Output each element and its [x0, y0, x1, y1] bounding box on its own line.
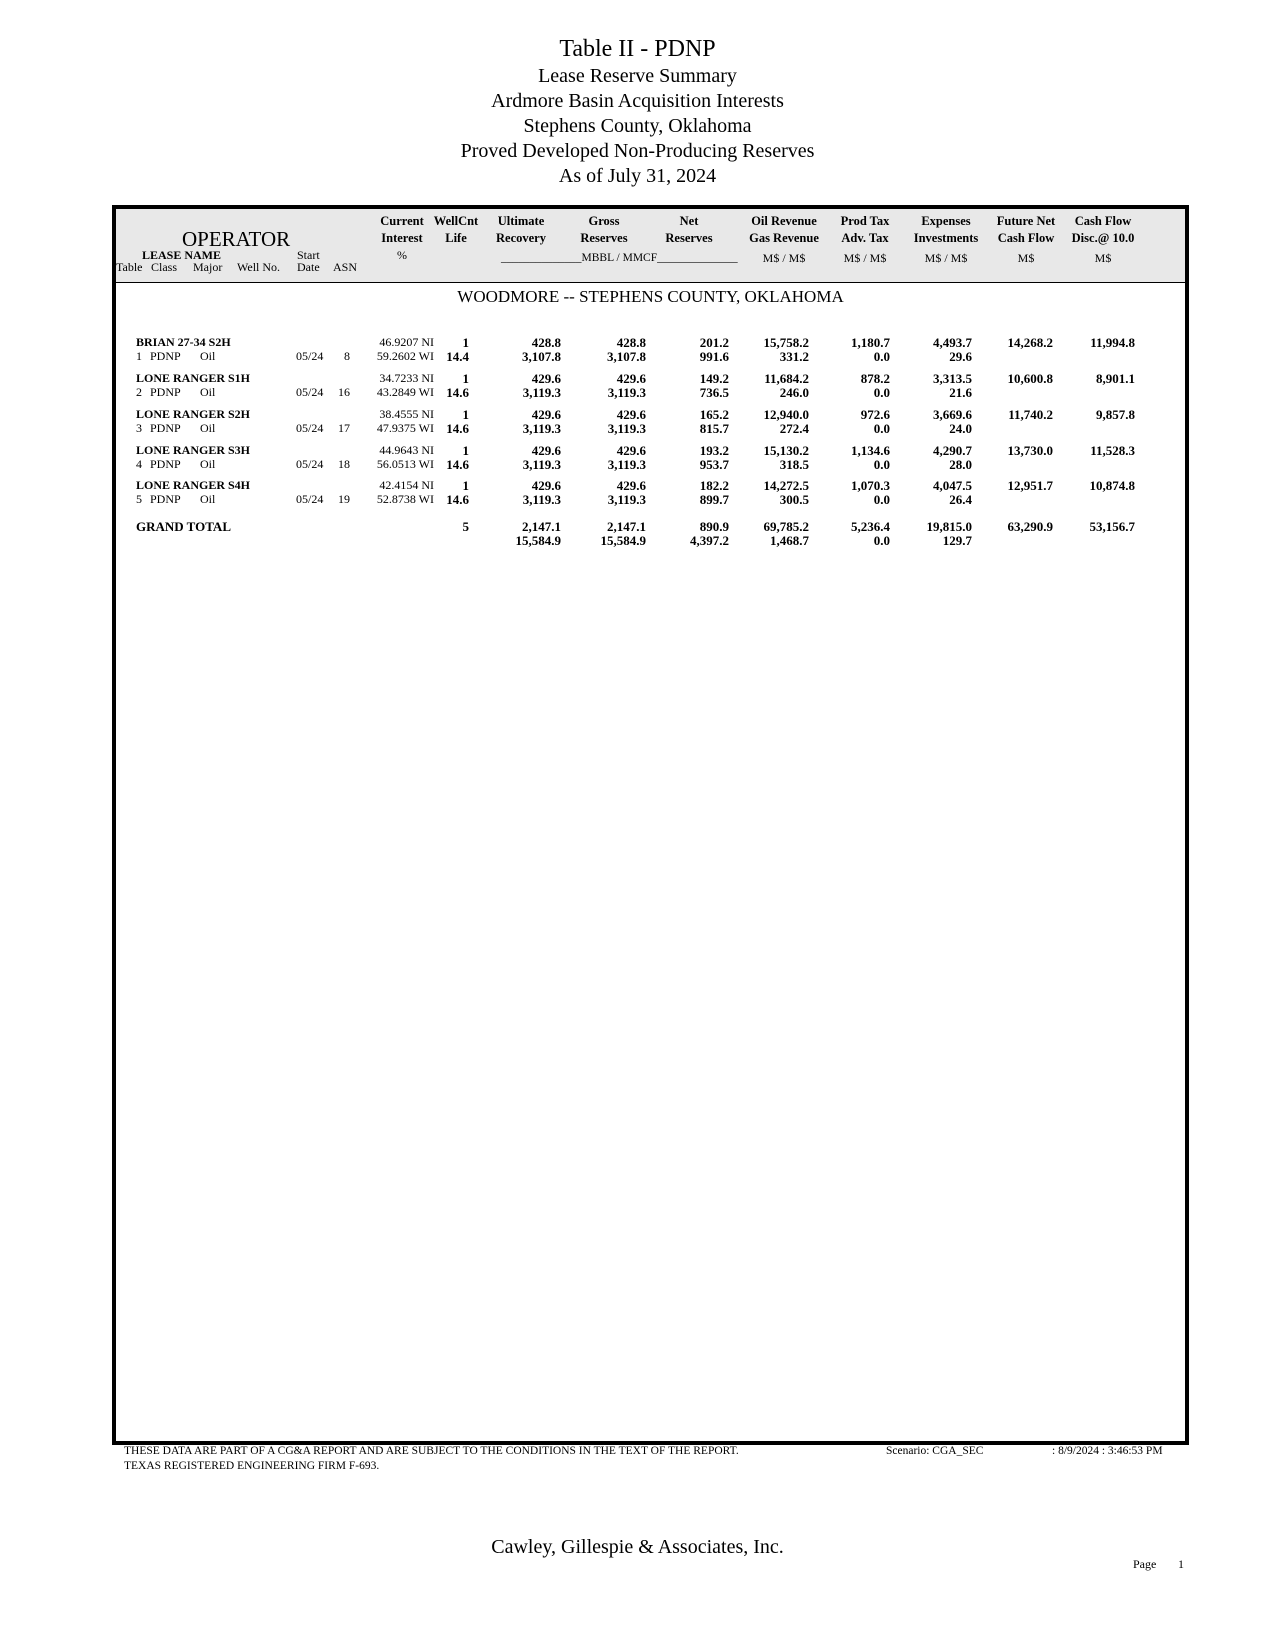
- well-cf-value: 10,874.8: [1089, 478, 1135, 493]
- well-ni-value: 44.9643 NI: [379, 443, 434, 457]
- net-reserves-header: Net Reserves: [665, 214, 713, 245]
- expenses-header: Expenses Investments M$ / M$: [913, 214, 979, 265]
- well-net1-value: 149.2: [699, 371, 729, 386]
- well-life-value: 14.6: [446, 457, 469, 472]
- grand-total-rev1-value: 69,785.2: [763, 519, 809, 534]
- well-fnet-value: 12,951.7: [1007, 478, 1053, 493]
- future-net-header: Future Net Cash Flow M$: [996, 214, 1056, 265]
- well-exp2-value: 21.6: [949, 385, 972, 400]
- report-as-of-date: As of July 31, 2024: [558, 165, 717, 187]
- well-major: Oil: [200, 492, 216, 506]
- well-table-number: 2: [136, 385, 142, 399]
- grand-total-rev2-value: 1,468.7: [770, 533, 809, 548]
- lease-name-header: LEASE NAME: [142, 248, 222, 262]
- well-name: LONE RANGER S1H: [136, 371, 251, 385]
- well-ni-value: 38.4555 NI: [379, 407, 434, 421]
- well-net1-value: 201.2: [699, 335, 729, 350]
- well-class: PDNP: [150, 492, 181, 506]
- well-cnt-value: 1: [462, 371, 469, 386]
- well-life-value: 14.6: [446, 421, 469, 436]
- scenario-text: Scenario: CGA_SEC: [886, 1445, 984, 1457]
- well-major: Oil: [200, 457, 216, 471]
- well-wi-value: 52.8738 WI: [376, 492, 434, 506]
- grand-total-exp2-value: 129.7: [942, 533, 972, 548]
- well-gross1-value: 429.6: [616, 478, 646, 493]
- well-tax1-value: 1,070.3: [851, 478, 890, 493]
- current-interest-header: Current Interest %: [380, 214, 424, 262]
- well-tax1-value: 878.2: [860, 371, 890, 386]
- well-ult1-value: 429.6: [531, 371, 561, 386]
- well-cnt-value: 1: [462, 335, 469, 350]
- volume-units-header: ______________MBBL / MMCF______________: [501, 252, 738, 264]
- reserve-table-frame: [112, 205, 1189, 1445]
- well-gross2-value: 3,119.3: [607, 385, 646, 400]
- well-rev2-value: 318.5: [779, 457, 809, 472]
- well-exp1-value: 3,669.6: [933, 407, 972, 422]
- well-table-number: 1: [136, 349, 142, 363]
- well-tax1-value: 1,180.7: [851, 335, 890, 350]
- report-acquisition: Ardmore Basin Acquisition Interests: [491, 90, 784, 112]
- well-wi-value: 47.9375 WI: [376, 421, 434, 435]
- grand-total-cnt: 5: [462, 519, 469, 534]
- report-title: Table II - PDNP: [559, 36, 716, 62]
- disclaimer-text: THESE DATA ARE PART OF A CG&A REPORT AND ARE SUBJECT TO THE CONDITIONS IN THE TEXT OF THE REPORT.: [124, 1445, 739, 1457]
- well-class: PDNP: [150, 349, 181, 363]
- well-start-date: 05/24: [296, 421, 324, 435]
- well-table-number: 3: [136, 421, 142, 435]
- well-start-date: 05/24: [296, 492, 324, 506]
- well-gross1-value: 429.6: [616, 407, 646, 422]
- well-wi-value: 43.2849 WI: [376, 385, 434, 399]
- well-rev2-value: 331.2: [779, 349, 809, 364]
- well-life-value: 14.4: [446, 349, 469, 364]
- well-exp1-value: 4,493.7: [933, 335, 972, 350]
- start-col-header: Start: [297, 248, 320, 262]
- well-fnet-value: 11,740.2: [1008, 407, 1053, 422]
- cash-flow-disc-header: Cash Flow Disc.@ 10.0 M$: [1071, 214, 1135, 265]
- table-header: [116, 209, 1185, 283]
- well-ult1-value: 429.6: [531, 478, 561, 493]
- well-name: LONE RANGER S3H: [136, 443, 251, 457]
- well-exp2-value: 24.0: [949, 421, 972, 436]
- grand-total-gross1-value: 2,147.1: [607, 519, 646, 534]
- well-cf-value: 8,901.1: [1096, 371, 1135, 386]
- well-gross2-value: 3,107.8: [607, 349, 646, 364]
- well-rev1-value: 14,272.5: [763, 478, 809, 493]
- well-net2-value: 736.5: [699, 385, 729, 400]
- well-asn: 17: [338, 421, 350, 435]
- engineering-firm-text: TEXAS REGISTERED ENGINEERING FIRM F-693.: [124, 1460, 380, 1472]
- well-asn: 8: [344, 349, 350, 363]
- well-tax2-value: 0.0: [873, 457, 890, 472]
- well-net1-value: 182.2: [699, 478, 729, 493]
- well-ult2-value: 3,119.3: [522, 421, 561, 436]
- well-exp2-value: 29.6: [949, 349, 972, 364]
- well-no-col-header: Well No.: [237, 260, 281, 274]
- well-rev1-value: 12,940.0: [763, 407, 809, 422]
- well-tax2-value: 0.0: [873, 349, 890, 364]
- well-ult2-value: 3,119.3: [522, 492, 561, 507]
- well-wi-value: 56.0513 WI: [376, 457, 434, 471]
- well-name: BRIAN 27-34 S2H: [136, 335, 231, 349]
- well-exp2-value: 28.0: [949, 457, 972, 472]
- well-ni-value: 34.7233 NI: [379, 371, 434, 385]
- well-class: PDNP: [150, 457, 181, 471]
- well-net2-value: 953.7: [699, 457, 729, 472]
- wellcnt-life-header: WellCnt Life: [433, 214, 479, 245]
- well-cnt-value: 1: [462, 443, 469, 458]
- well-fnet-value: 13,730.0: [1007, 443, 1053, 458]
- well-rev2-value: 300.5: [779, 492, 809, 507]
- well-net2-value: 991.6: [699, 349, 729, 364]
- grand-total-tax1-value: 5,236.4: [851, 519, 890, 534]
- well-net1-value: 165.2: [699, 407, 729, 422]
- well-cf-value: 11,528.3: [1090, 443, 1135, 458]
- well-gross2-value: 3,119.3: [607, 457, 646, 472]
- ultimate-recovery-header: Ultimate Recovery: [496, 214, 546, 245]
- well-life-value: 14.6: [446, 492, 469, 507]
- revenue-header: Oil Revenue Gas Revenue M$ / M$: [749, 214, 819, 265]
- tax-header: Prod Tax Adv. Tax M$ / M$: [840, 214, 890, 265]
- grand-total-net1-value: 890.9: [699, 519, 729, 534]
- class-col-header: Class: [151, 260, 178, 274]
- section-title: WOODMORE -- STEPHENS COUNTY, OKLAHOMA: [457, 287, 844, 306]
- well-net2-value: 899.7: [699, 492, 729, 507]
- well-rev2-value: 272.4: [779, 421, 809, 436]
- well-net2-value: 815.7: [699, 421, 729, 436]
- well-gross2-value: 3,119.3: [607, 421, 646, 436]
- well-table-number: 4: [136, 457, 142, 471]
- gross-reserves-header: Gross Reserves: [580, 214, 628, 245]
- grand-total-tax2-value: 0.0: [873, 533, 890, 548]
- well-asn: 19: [338, 492, 350, 506]
- well-asn: 16: [338, 385, 350, 399]
- well-ult2-value: 3,119.3: [522, 457, 561, 472]
- report-title-block: [0, 34, 1275, 189]
- grand-total-label: GRAND TOTAL: [136, 519, 231, 534]
- well-rev1-value: 15,130.2: [763, 443, 809, 458]
- major-col-header: Major: [193, 260, 223, 274]
- report-subtitle: Lease Reserve Summary: [538, 65, 737, 87]
- well-major: Oil: [200, 349, 216, 363]
- report-reserve-category: Proved Developed Non-Producing Reserves: [460, 140, 815, 162]
- well-ni-value: 46.9207 NI: [379, 335, 434, 349]
- timestamp-text: : 8/9/2024 : 3:46:53 PM: [1052, 1445, 1163, 1457]
- well-fnet-value: 10,600.8: [1007, 371, 1053, 386]
- table-col-header: Table: [116, 260, 143, 274]
- well-table-number: 5: [136, 492, 142, 506]
- well-tax1-value: 972.6: [860, 407, 890, 422]
- well-tax1-value: 1,134.6: [851, 443, 890, 458]
- well-exp2-value: 26.4: [949, 492, 972, 507]
- grand-total-fnet-value: 63,290.9: [1007, 519, 1053, 534]
- well-life-value: 14.6: [446, 385, 469, 400]
- grand-total-ult2-value: 15,584.9: [515, 533, 561, 548]
- well-rev1-value: 15,758.2: [763, 335, 809, 350]
- grand-total-net2-value: 4,397.2: [690, 533, 729, 548]
- well-gross1-value: 429.6: [616, 443, 646, 458]
- well-ult2-value: 3,107.8: [522, 349, 561, 364]
- well-ni-value: 42.4154 NI: [379, 478, 434, 492]
- well-ult1-value: 429.6: [531, 443, 561, 458]
- grand-total-exp1-value: 19,815.0: [926, 519, 972, 534]
- well-rev1-value: 11,684.2: [764, 371, 809, 386]
- well-exp1-value: 4,290.7: [933, 443, 972, 458]
- page-number: 1: [1178, 1557, 1184, 1571]
- well-name: LONE RANGER S2H: [136, 407, 251, 421]
- date-col-header: Date: [297, 260, 320, 274]
- grand-total-cf-value: 53,156.7: [1089, 519, 1135, 534]
- well-cf-value: 11,994.8: [1090, 335, 1135, 350]
- well-fnet-value: 14,268.2: [1007, 335, 1053, 350]
- asn-col-header: ASN: [333, 260, 358, 274]
- well-cnt-value: 1: [462, 478, 469, 493]
- company-name: Cawley, Gillespie & Associates, Inc.: [491, 1536, 784, 1558]
- grand-total-gross2-value: 15,584.9: [600, 533, 646, 548]
- report-county: Stephens County, Oklahoma: [523, 115, 752, 137]
- well-exp1-value: 3,313.5: [933, 371, 972, 386]
- well-name: LONE RANGER S4H: [136, 478, 251, 492]
- well-class: PDNP: [150, 385, 181, 399]
- well-cnt-value: 1: [462, 407, 469, 422]
- well-exp1-value: 4,047.5: [933, 478, 972, 493]
- page-label: Page: [1133, 1557, 1157, 1571]
- well-start-date: 05/24: [296, 385, 324, 399]
- well-wi-value: 59.2602 WI: [376, 349, 434, 363]
- operator-header: OPERATOR: [182, 227, 291, 251]
- well-ult1-value: 429.6: [531, 407, 561, 422]
- well-rev2-value: 246.0: [779, 385, 809, 400]
- well-start-date: 05/24: [296, 457, 324, 471]
- well-tax2-value: 0.0: [873, 492, 890, 507]
- well-gross2-value: 3,119.3: [607, 492, 646, 507]
- well-net1-value: 193.2: [699, 443, 729, 458]
- well-class: PDNP: [150, 421, 181, 435]
- well-asn: 18: [338, 457, 350, 471]
- well-major: Oil: [200, 385, 216, 399]
- well-tax2-value: 0.0: [873, 421, 890, 436]
- well-major: Oil: [200, 421, 216, 435]
- well-ult2-value: 3,119.3: [522, 385, 561, 400]
- well-ult1-value: 428.8: [531, 335, 561, 350]
- well-tax2-value: 0.0: [873, 385, 890, 400]
- well-cf-value: 9,857.8: [1096, 407, 1135, 422]
- well-gross1-value: 429.6: [616, 371, 646, 386]
- well-start-date: 05/24: [296, 349, 324, 363]
- well-gross1-value: 428.8: [616, 335, 646, 350]
- grand-total-ult1-value: 2,147.1: [522, 519, 561, 534]
